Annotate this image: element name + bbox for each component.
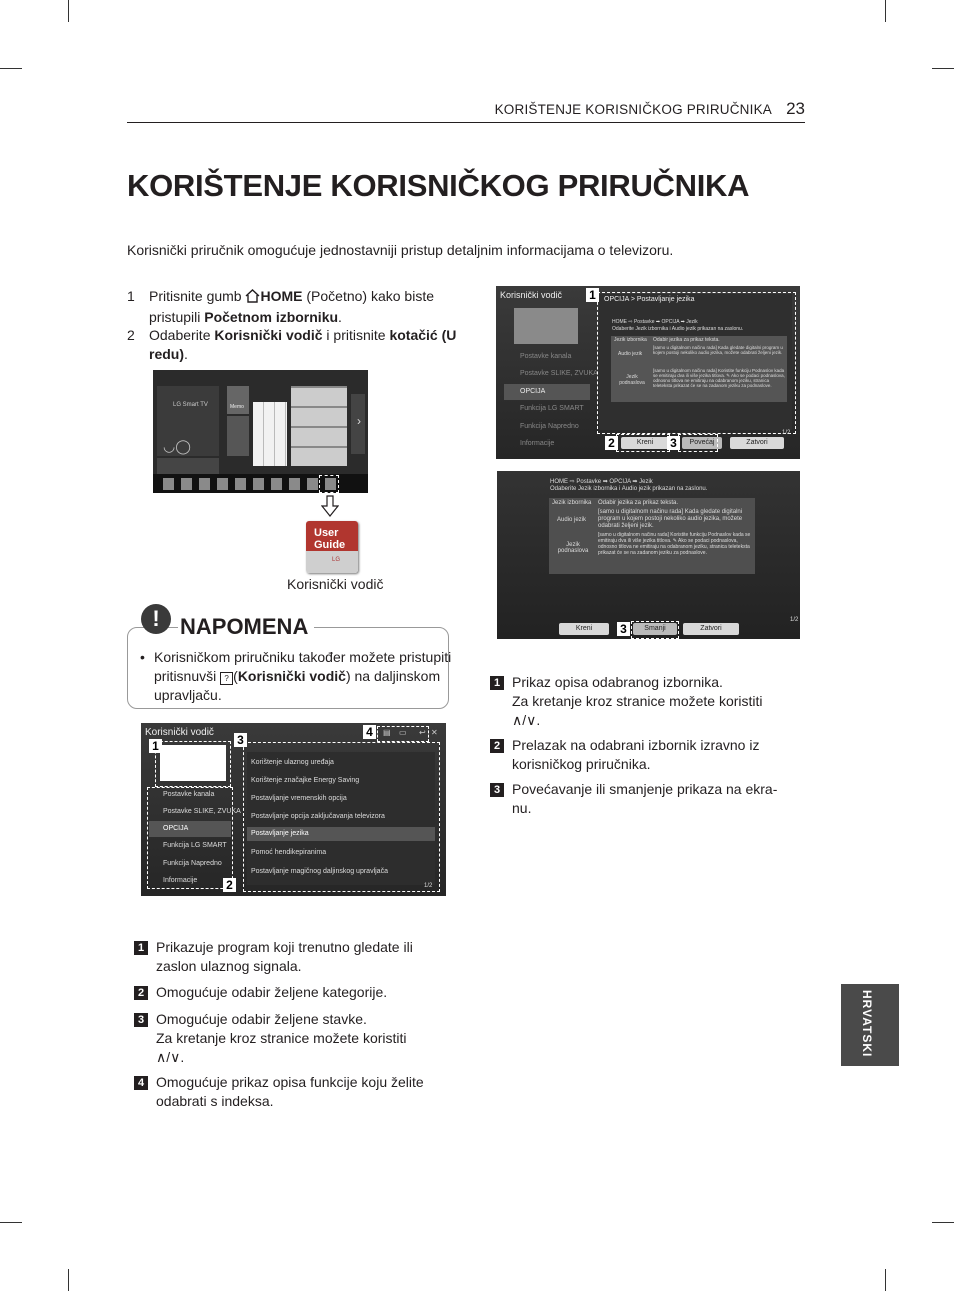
user-guide-caption: Korisnički vodič [287, 576, 384, 592]
crop-mark [932, 1222, 954, 1223]
back-icon[interactable]: ↩ [419, 728, 426, 737]
launcher-bar [153, 474, 368, 493]
category-item[interactable]: Funkcija LG SMART [163, 842, 227, 849]
page-number: 23 [786, 99, 805, 118]
category-item-selected[interactable]: OPCIJA [163, 825, 189, 832]
crop-mark [68, 1269, 69, 1291]
guide-item[interactable]: Postavljanje opcija zaključavanja televizora [251, 813, 385, 820]
home-screen-screenshot [153, 370, 368, 493]
exclamation-icon: ! [141, 604, 171, 634]
guide-item-selected[interactable]: Postavljanje jezika [251, 830, 309, 837]
go-button[interactable]: Kreni [559, 623, 609, 635]
step-1: 1 Pritisnite gumb HOME (Početno) kako biste pristupili Početnom izborniku. [127, 288, 434, 325]
guide-item[interactable]: Korištenje ulaznog uređaja [251, 759, 334, 766]
language-side-tab: HRVATSKI [841, 984, 899, 1066]
category-item[interactable]: Informacije [163, 877, 198, 884]
guide-item[interactable]: Pomoć hendikepiranima [251, 849, 327, 856]
note-text: • Korisničkom priručniku također možete pristupiti pritisnuvši ? (Korisnički vodič) na daljinskom upravljaču. [140, 649, 452, 703]
step-2: 2 Odaberite Korisnički vodič i pritisnite kotačić (U redu). [127, 327, 457, 362]
crop-mark [885, 1269, 886, 1291]
user-guide-icon: User Guide LG [306, 521, 358, 573]
steps-list [127, 287, 457, 363]
left-desc-1: 1 Prikazuje program koji trenutno gledate ili zaslon ulaznog signala. [134, 938, 434, 976]
zoom-out-button[interactable]: Smanji [633, 623, 677, 635]
help-key-icon: ? [220, 672, 233, 685]
guide-screen-screenshot: Korisnički vodič ▤ ▭ ↩ ✕ 4 1 2 Postavke kanala Postavke SLIKE, ZVUKA OPCIJA Funkcija LG SMART Funkcija Napredno Informacije 3 Korištenje ulaznog uređaja Korištenje značajke Energy Saving Postavljanje vremenskih opcija Postavljanje opcija zaključavanja televizora Postavljanje jezika Pomoć hendikepiranima Postavljanje magičnog daljinskog upravljača 1/2 [141, 723, 446, 896]
left-desc-3: 3 Omogućuje odabir željene stavke. Za kretanje kroz stranice možete koristiti ∧/∨. [134, 1010, 434, 1067]
guide-detail-screenshot: Korisnički vodič Postavke kanala Postavke SLIKE, ZVUKA OPCIJA Funkcija LG SMART Funkcija Napredno Informacije 1 OPCIJA > Postavljanje jezika HOME ⇨ Postavke ➡ OPCIJA ➡ Jezik Odaberite Jezik izbornika i Audio jezik prikazan na zaslonu. Jezik izbornika Odabir jezika za prikaz teksta. Audio jezik [samo u digitalnom načinu rada] Kada gledate digitalni program u kojem postoji nekoliko audio jezika, možete odabrati željeni jezik. Jezik podnaslova [samo u digitalnom načinu rada] Koristite funkciju Podnaslov kada se emitiraju dva ili više jezika titlova. ✎ Ako se podaci podnaslova, odnosno titlova ne emitiraju na odabranom jeziku, stranica teleteksta prikazat će se na zadanom jeziku za podnaslove. 1/2 Kreni Povećaj Zatvori 2 3 [496, 286, 800, 459]
zoomed-detail-screenshot: HOME ⇨ Postavke ➡ OPCIJA ➡ Jezik Odaberite Jezik izbornika i Audio jezik prikazan na zaslonu. Jezik izbornika Odabir jezika za prikaz teksta. Audio jezik [samo u digitalnom načinu rada] Kada gledate digitalni program u kojem postoji nekoliko audio jezika, možete odabrati željeni jezik. Jezik podnaslova [samo u digitalnom načinu rada] Koristite funkciju Podnaslov kada se emitiraju dva ili više jezika titlova. ✎ Ako se podaci podnaslova, odnosno titlova ne emitiraju na odabranom jeziku, stranica teleteksta prikazat će se na zadanom jeziku za podnaslove. 1/2 Kreni Smanji Zatvori 3 [497, 471, 800, 639]
guide-item[interactable]: Korištenje značajke Energy Saving [251, 777, 360, 784]
home-icon [245, 289, 260, 308]
header-title: KORIŠTENJE KORISNIČKOG PRIRUČNIKA [494, 102, 772, 117]
left-desc-4: 4 Omogućuje prikaz opisa funkcije koju želite odabrati s indeksa. [134, 1073, 434, 1111]
memo-tile: Memo [227, 386, 249, 414]
crop-mark [885, 0, 886, 22]
crop-mark [68, 0, 69, 22]
close-icon[interactable]: ✕ [431, 728, 438, 737]
left-desc-2: 2 Omogućuje odabir željene kategorije. [134, 983, 434, 1002]
user-guide-launcher-highlight[interactable] [319, 475, 339, 493]
chevron-right-icon[interactable]: › [357, 414, 361, 428]
category-item[interactable]: Funkcija Napredno [163, 860, 222, 867]
note-title: NAPOMENA [178, 614, 314, 640]
arrow-down-icon [321, 495, 339, 522]
folder-icon[interactable]: ▭ [399, 728, 407, 737]
guide-item[interactable]: Postavljanje vremenskih opcija [251, 795, 347, 802]
crop-mark [932, 68, 954, 69]
preview-window [160, 745, 226, 781]
index-icon[interactable]: ▤ [383, 728, 391, 737]
crop-mark [0, 1222, 22, 1223]
zoom-in-button[interactable]: Povećaj [682, 437, 722, 449]
running-header [127, 96, 805, 123]
grid-tile [253, 402, 287, 466]
live-tv-tile: LG Smart TV ◡◯ [157, 386, 219, 456]
right-desc-3: 3 Povećavanje ili smanjenje prikaza na ekra-nu. [490, 780, 790, 818]
intro-text: Korisnički priručnik omogućuje jednostavniji pristup detaljnim informacijama o televizoru. [127, 242, 674, 258]
page-title: KORIŠTENJE KORISNIČKOG PRIRUČNIKA [127, 168, 750, 203]
right-desc-1: 1 Prikaz opisa odabranog izbornika. Za kretanje kroz stranice možete koristiti ∧/∨. [490, 673, 790, 730]
category-item[interactable]: Postavke kanala [163, 791, 215, 798]
close-button[interactable]: Zatvori [683, 623, 739, 635]
right-desc-2: 2 Prelazak na odabrani izbornik izravno iz korisničkog priručnika. [490, 736, 790, 774]
guide-item[interactable]: Postavljanje magičnog daljinskog upravljača [251, 868, 388, 875]
go-button[interactable]: Kreni [621, 437, 669, 449]
category-item[interactable]: Postavke SLIKE, ZVUKA [163, 808, 241, 815]
close-button[interactable]: Zatvori [730, 437, 784, 449]
crop-mark [0, 68, 22, 69]
